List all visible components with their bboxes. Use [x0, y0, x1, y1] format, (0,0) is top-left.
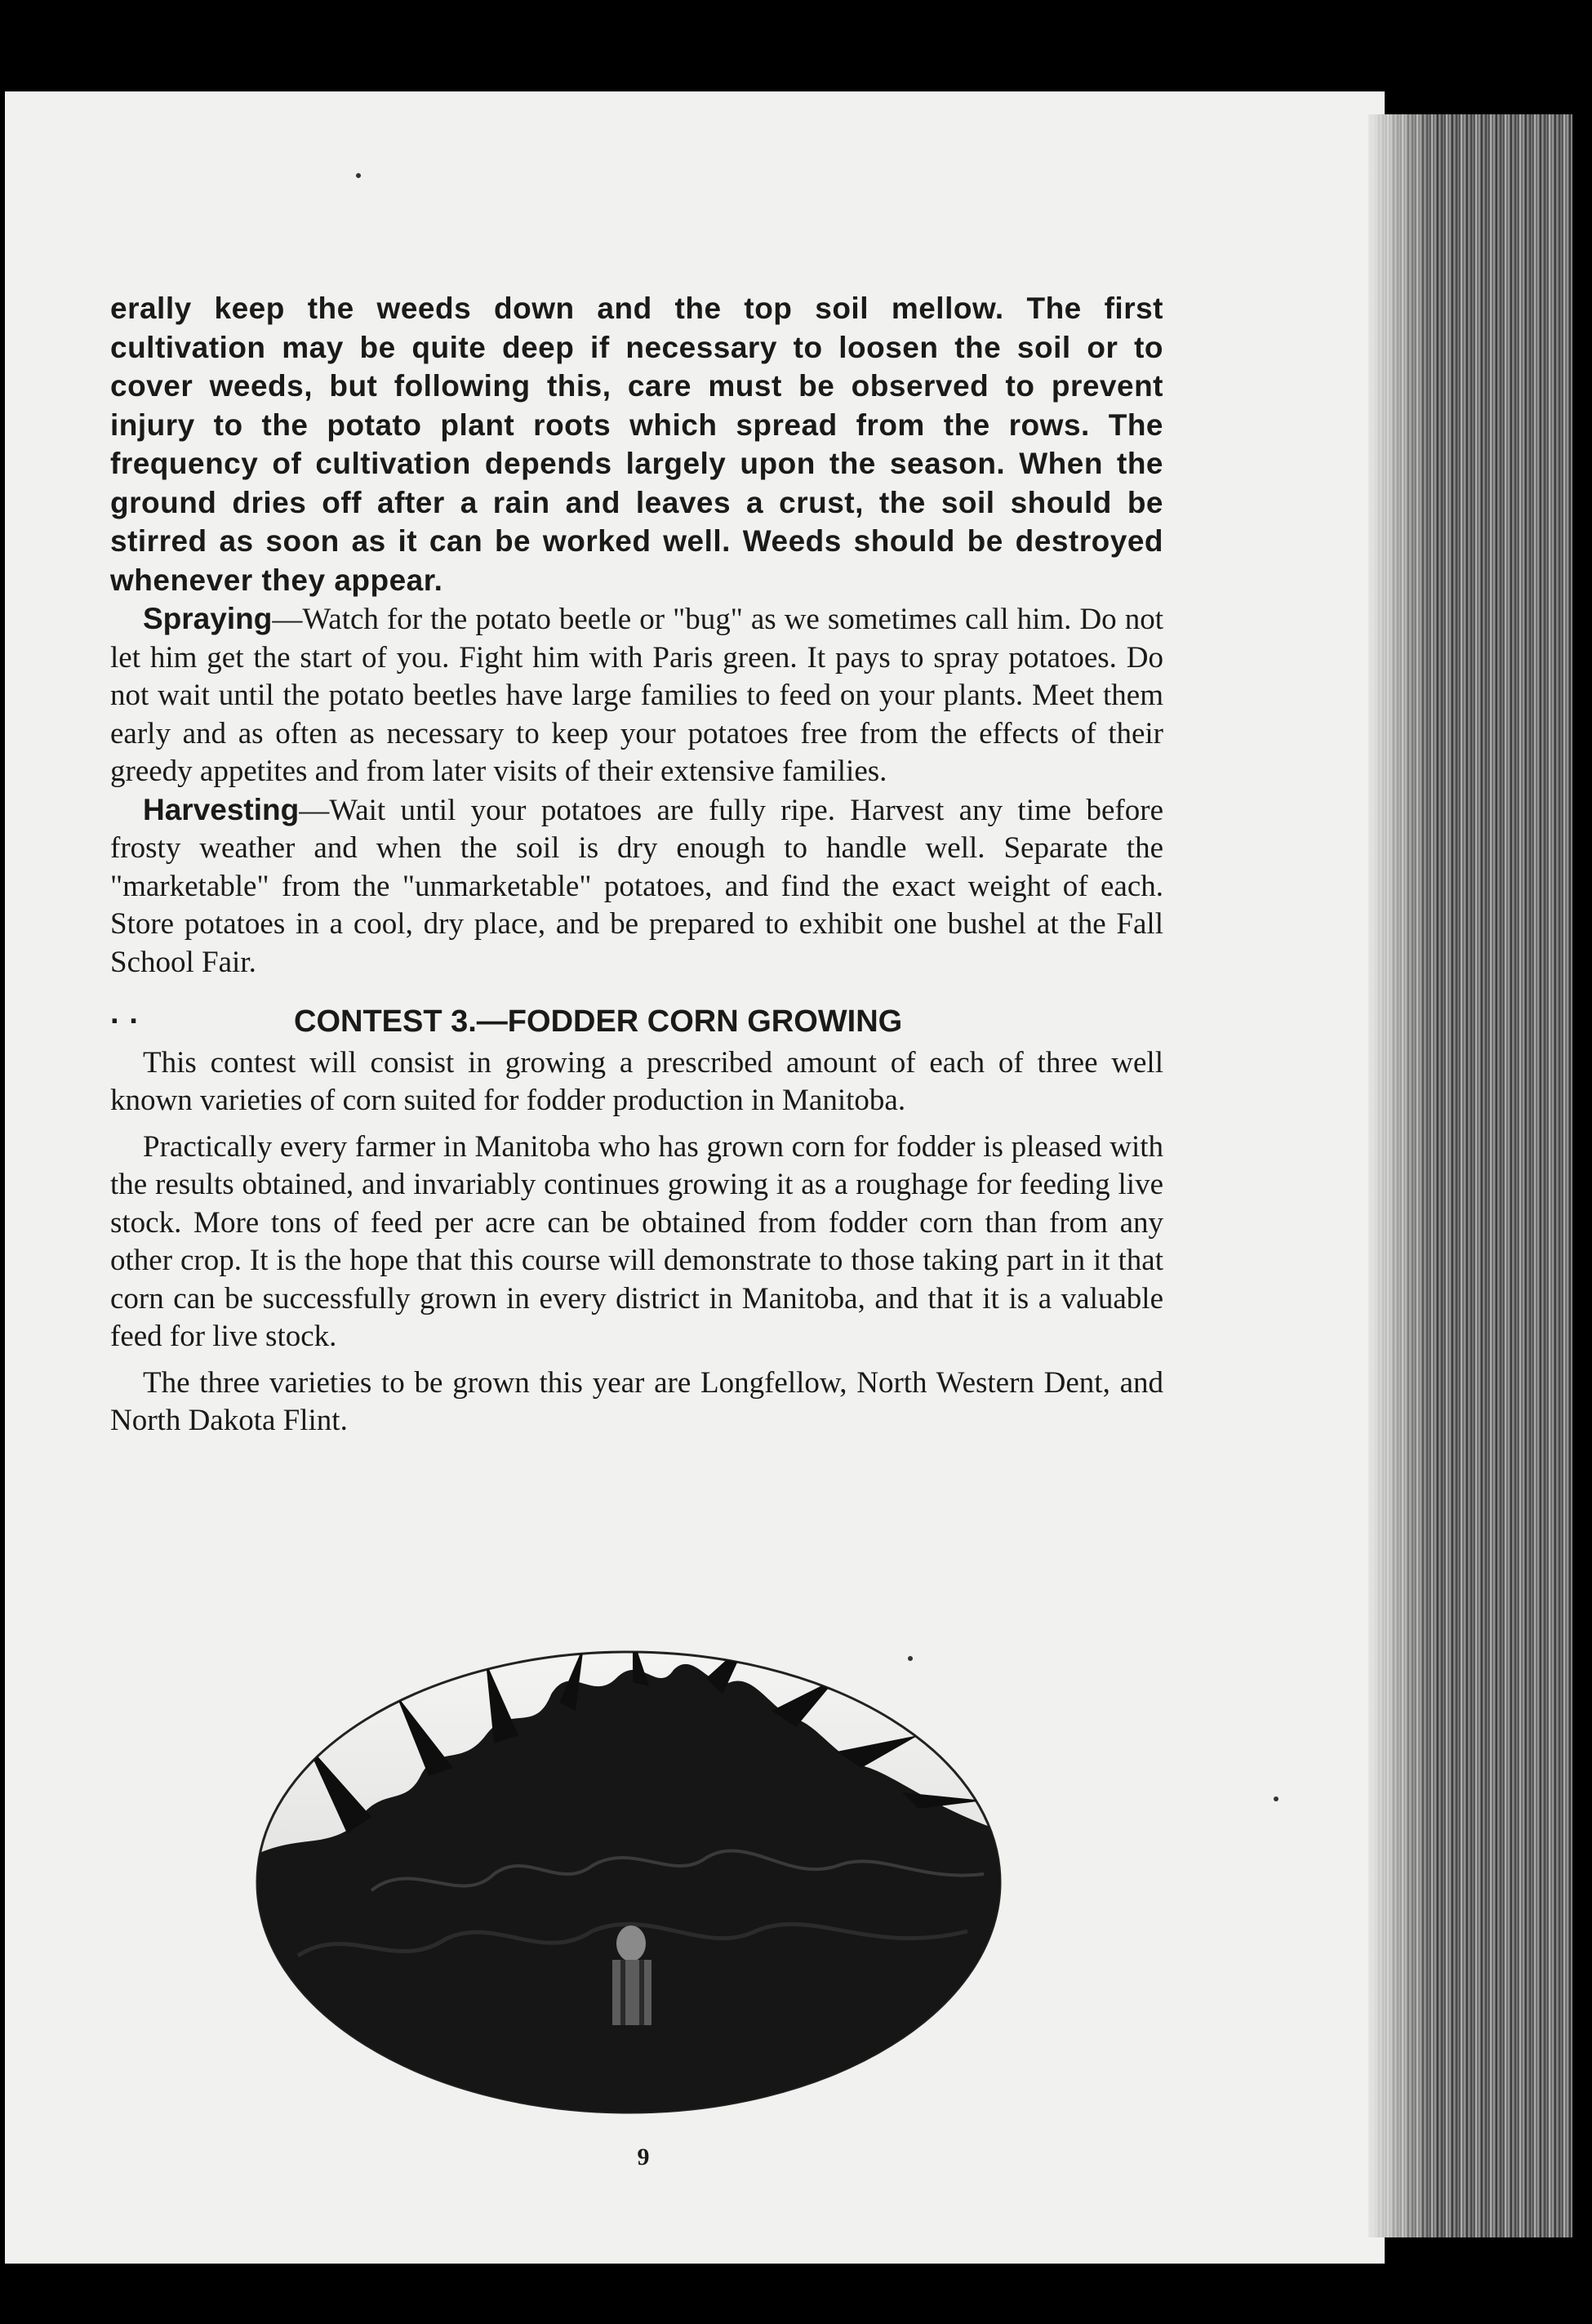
contest-paragraph: The three varieties to be grown this year are Longfellow, North Western Dent, and North Dakota Flint. [110, 1365, 1163, 1437]
contest-heading-text: CONTEST 3.—FODDER CORN GROWING [294, 1004, 903, 1039]
boy-face [616, 1926, 646, 1961]
print-speck [1274, 1796, 1278, 1801]
contest-heading [110, 1003, 1163, 1041]
boy-body [612, 1960, 651, 2025]
heading-dots: · · [110, 1004, 140, 1039]
print-speck [356, 173, 361, 178]
contest-paragraph: Practically every farmer in Manitoba who has grown corn for fodder is pleased with the results obtained, and invariably continues growing it as a roughage for feeding live stock. More tons of feed per acre can be obtained from fodder corn than from any other crop. It is the hope that this course will demonstrate to those taking part in it that corn can be successfully grown in every district in Manitoba, and that it is a valuable feed for live stock. [110, 1129, 1163, 1353]
paragraph-text: erally keep the weeds down and the top soil mellow. The first cultivation may be quite deep if necessary to loosen the soil or to cover weeds, but following this, care must be observed to prevent injury to the potato plant roots which spread from the rows. The frequency of cultivation depends largely upon the season. When the ground dries off after a rain and leaves a crust, the soil should be stirred as soon as it can be worked well. Weeds should be destroyed whenever they appear. [110, 292, 1163, 597]
harvesting-lead: Harvesting [143, 792, 300, 826]
paragraph-text: —Wait until your potatoes are fully ripe. Harvest any time before frosty weather and when the soil is dry enough to handle well. Separate the "marketable" from the "unmarketable" potatoes, and find the exact weight of each. Store potatoes in a cool, dry place, and be prepared to exhibit one bushel at the Fall School Fair. [110, 793, 1163, 979]
contest-paragraph: This contest will consist in growing a prescribed amount of each of three well known varieties of corn suited for fodder production in Manitoba. [110, 1045, 1163, 1117]
paragraph-harvesting [110, 791, 1163, 982]
page-number: 9 [637, 2144, 650, 2170]
paragraph-cultivation [110, 290, 1163, 600]
paragraph-spraying [110, 600, 1163, 791]
page-edges-shadow [1368, 114, 1434, 2237]
paragraph-text: —Watch for the potato beetle or "bug" as we sometimes call him. Do not let him get the start of you. Fight him with Paris green. It pays to spray potatoes. Do not wait until the potato beetles have large families to feed on your plants. Meet them early and as often as necessary to keep your potatoes free from the effects of their greedy appetites and from later visits of their extensive families. [110, 603, 1163, 788]
corn-foliage [249, 1645, 1008, 2119]
corn-field-photo [249, 1645, 1008, 2119]
body-text [110, 290, 1163, 1440]
spraying-lead: Spraying [143, 602, 273, 635]
